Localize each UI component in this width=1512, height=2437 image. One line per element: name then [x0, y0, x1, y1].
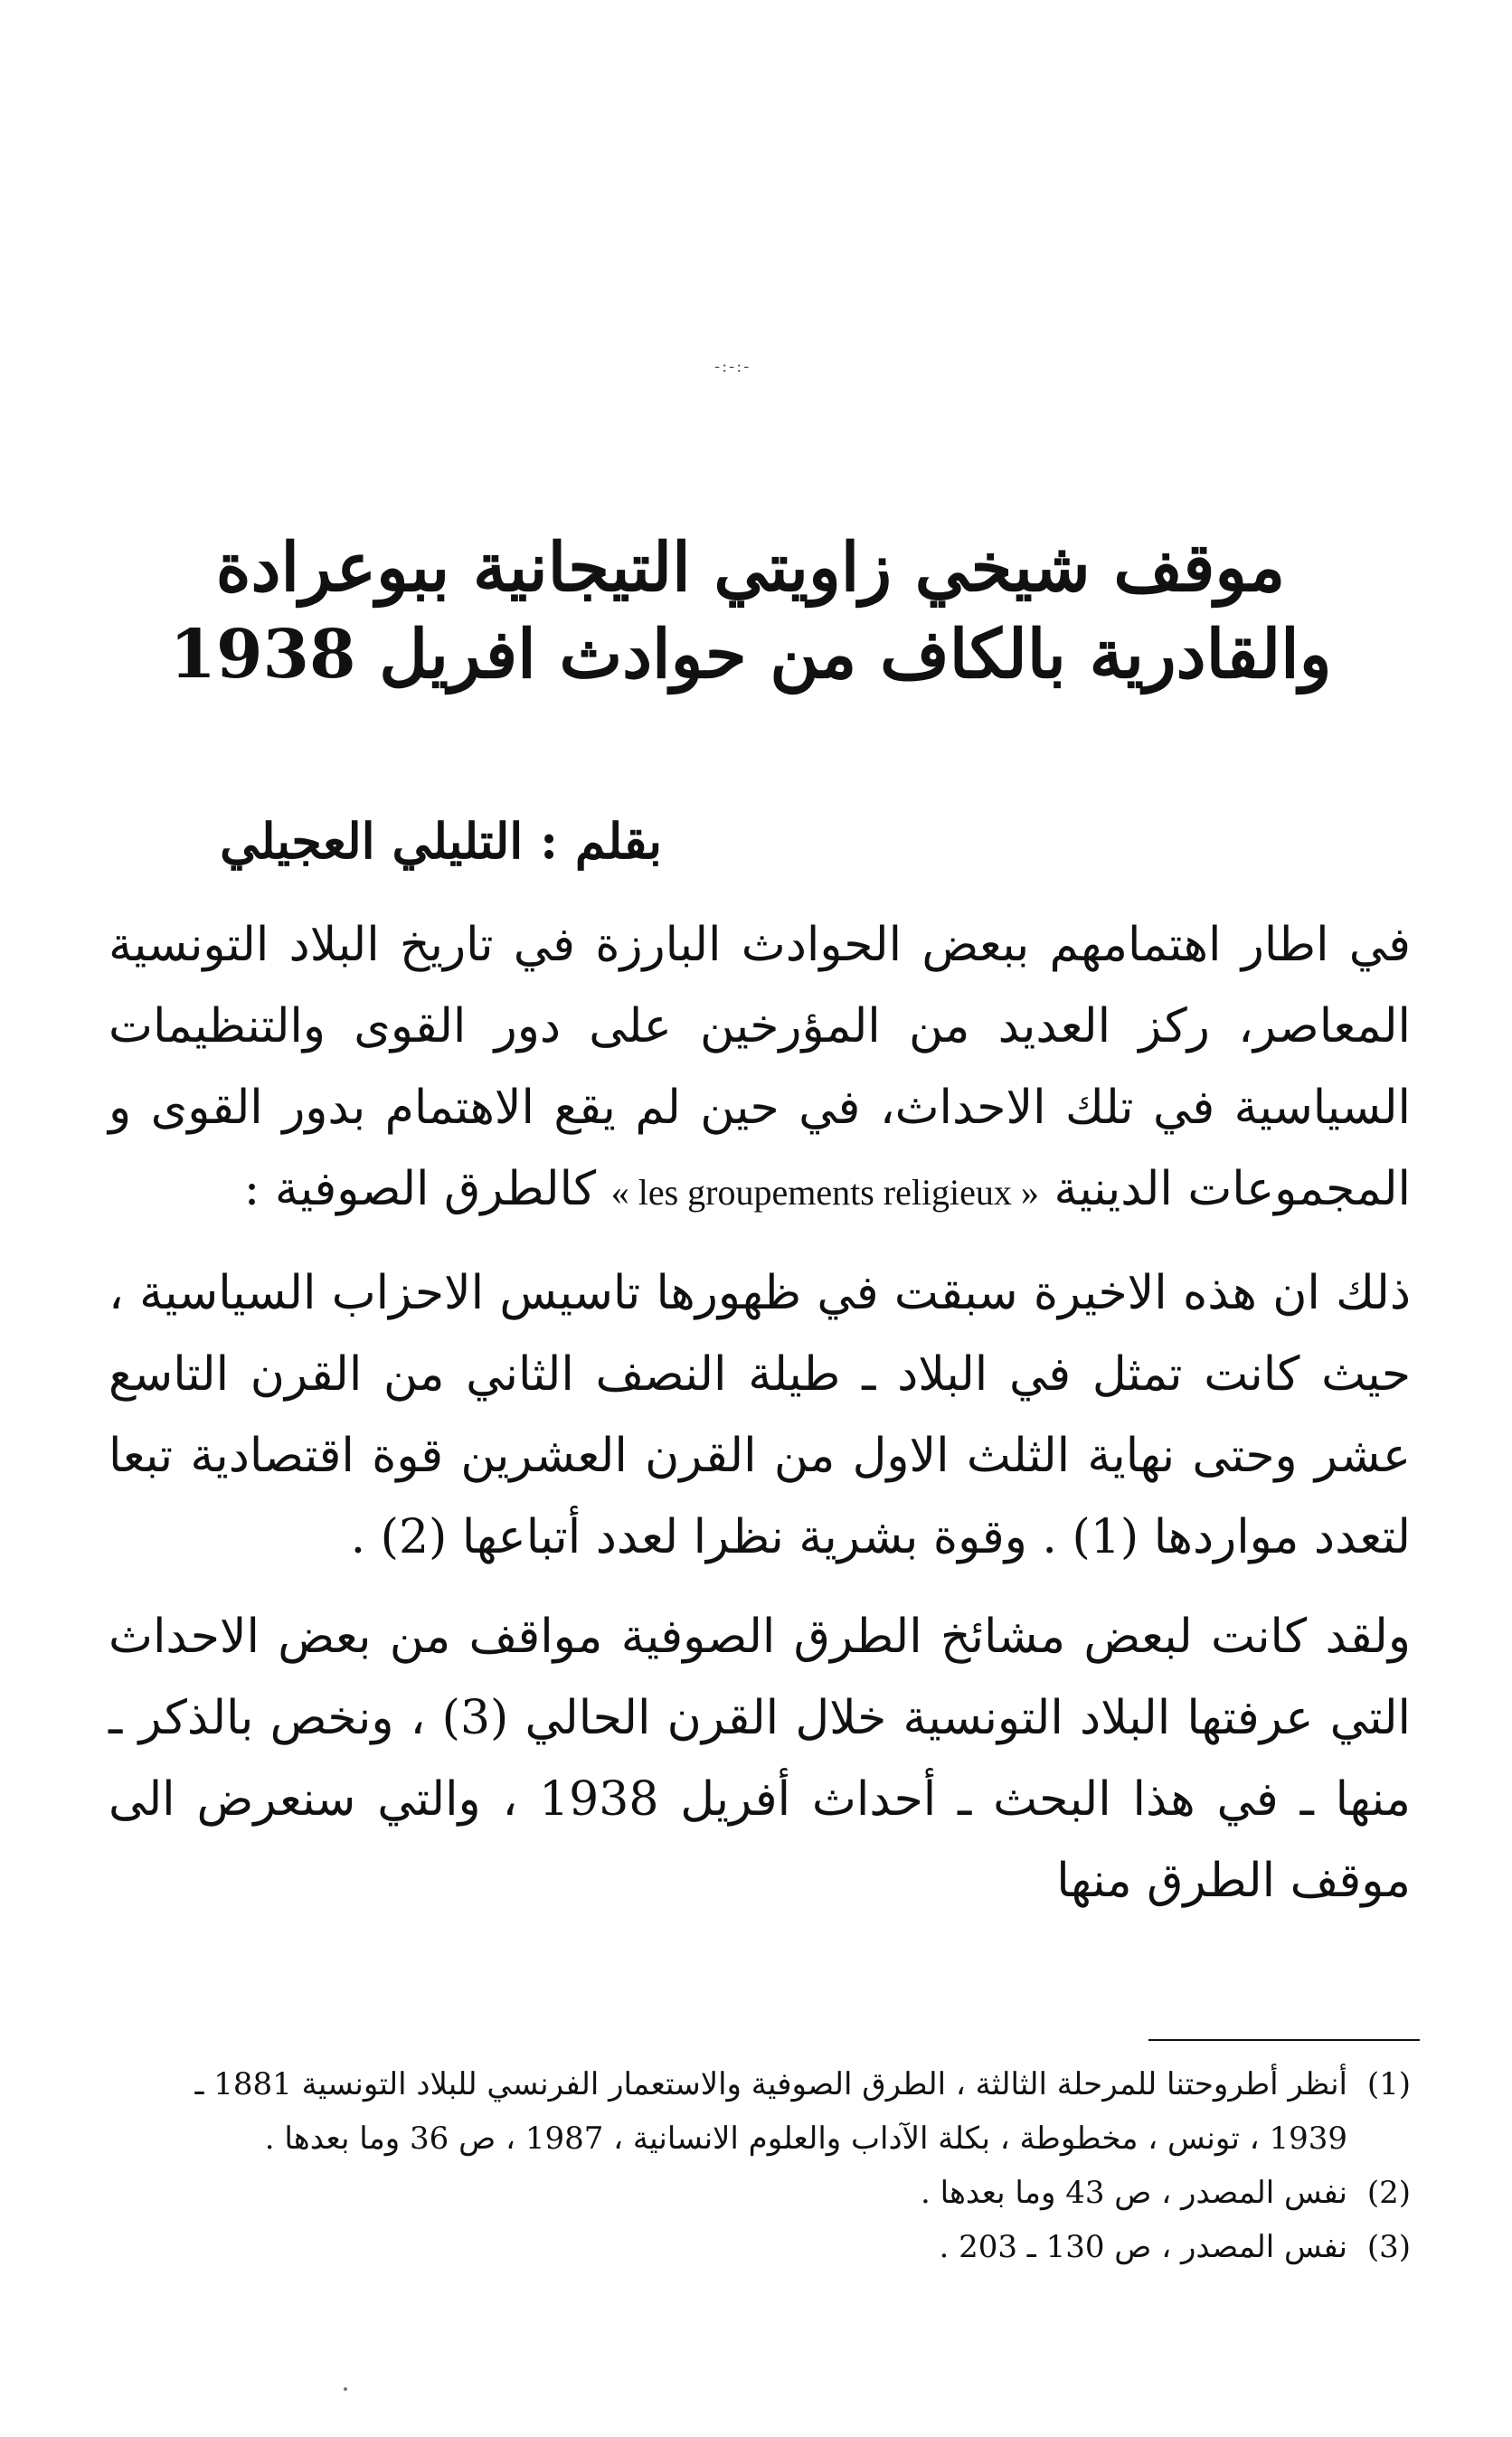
paragraph-1-text: في اطار اهتمامهم ببعض الحوادث البارزة في تاريخ البلاد التونسية المعاصر، ركز العديد من المؤرخين على دور القوى والتنظيمات السياسية في تلك الاحداث، في حين لم يقع الاهتمام بدور القوى و المجموعات الدينية [109, 918, 1411, 1216]
paragraph-3: ولقد كانت لبعض مشائخ الطرق الصوفية مواقف من بعض الاحداث التي عرفتها البلاد التونسية خلال القرن الحالي (3) ، ونخص بالذكر ـ منها ـ في هذا البحث ـ أحداث أفريل 1938 ، والتي سنعرض الى موقف الطرق منها [109, 1610, 1411, 1908]
title-line-1: موقف شيخي زاويتي التيجانية ببوعرادة [215, 529, 1286, 607]
paragraph-1-tail: كالطرق الصوفية : [243, 1162, 597, 1216]
footnote-separator [1148, 2039, 1420, 2041]
footnote-text: أنظر أطروحتنا للمرحلة الثالثة ، الطرق الصوفية والاستعمار الفرنسي للبلاد التونسية 1881 ـ 1939 ، تونس ، مخطوطة ، بكلة الآداب والعلوم الانسانية ، 1987 ، ص 36 وما بعدها . [194, 2066, 1347, 2157]
footnotes [109, 2057, 1411, 2274]
author-byline: بقلم : التليلي العجيلي [220, 812, 662, 870]
footnote-number: (3) [1366, 2229, 1411, 2265]
footnote-number: (1) [1366, 2066, 1411, 2102]
paragraph-1 [109, 904, 1411, 1233]
article-title [154, 524, 1347, 698]
title-line-2: والقادرية بالكاف من حوادث افريل 1938 [169, 616, 1332, 694]
footnote-2 [109, 2166, 1411, 2220]
footnote-text: نفس المصدر ، ص 43 وما بعدها . [920, 2175, 1347, 2211]
footnote-3 [109, 2220, 1411, 2274]
scan-speck [344, 2387, 347, 2391]
footnote-1 [109, 2057, 1411, 2166]
top-decorative-mark: -:-:- [714, 357, 751, 376]
footnote-text: نفس المصدر ، ص 130 ـ 203 . [939, 2229, 1347, 2265]
footnote-number: (2) [1366, 2175, 1411, 2211]
paragraph-1-latin-term: « les groupements religieux » [610, 1172, 1039, 1213]
paragraph-2: ذلك ان هذه الاخيرة سبقت في ظهورها تاسيس الاحزاب السياسية ، حيث كانت تمثل في البلاد ـ طيلة النصف الثاني من القرن التاسع عشر وحتى نهاية الثلث الاول من القرن العشرين قوة اقتصادية تبعا لتعدد مواردها (1) . وقوة بشرية نظرا لعدد أتباعها (2) . [109, 1266, 1411, 1564]
